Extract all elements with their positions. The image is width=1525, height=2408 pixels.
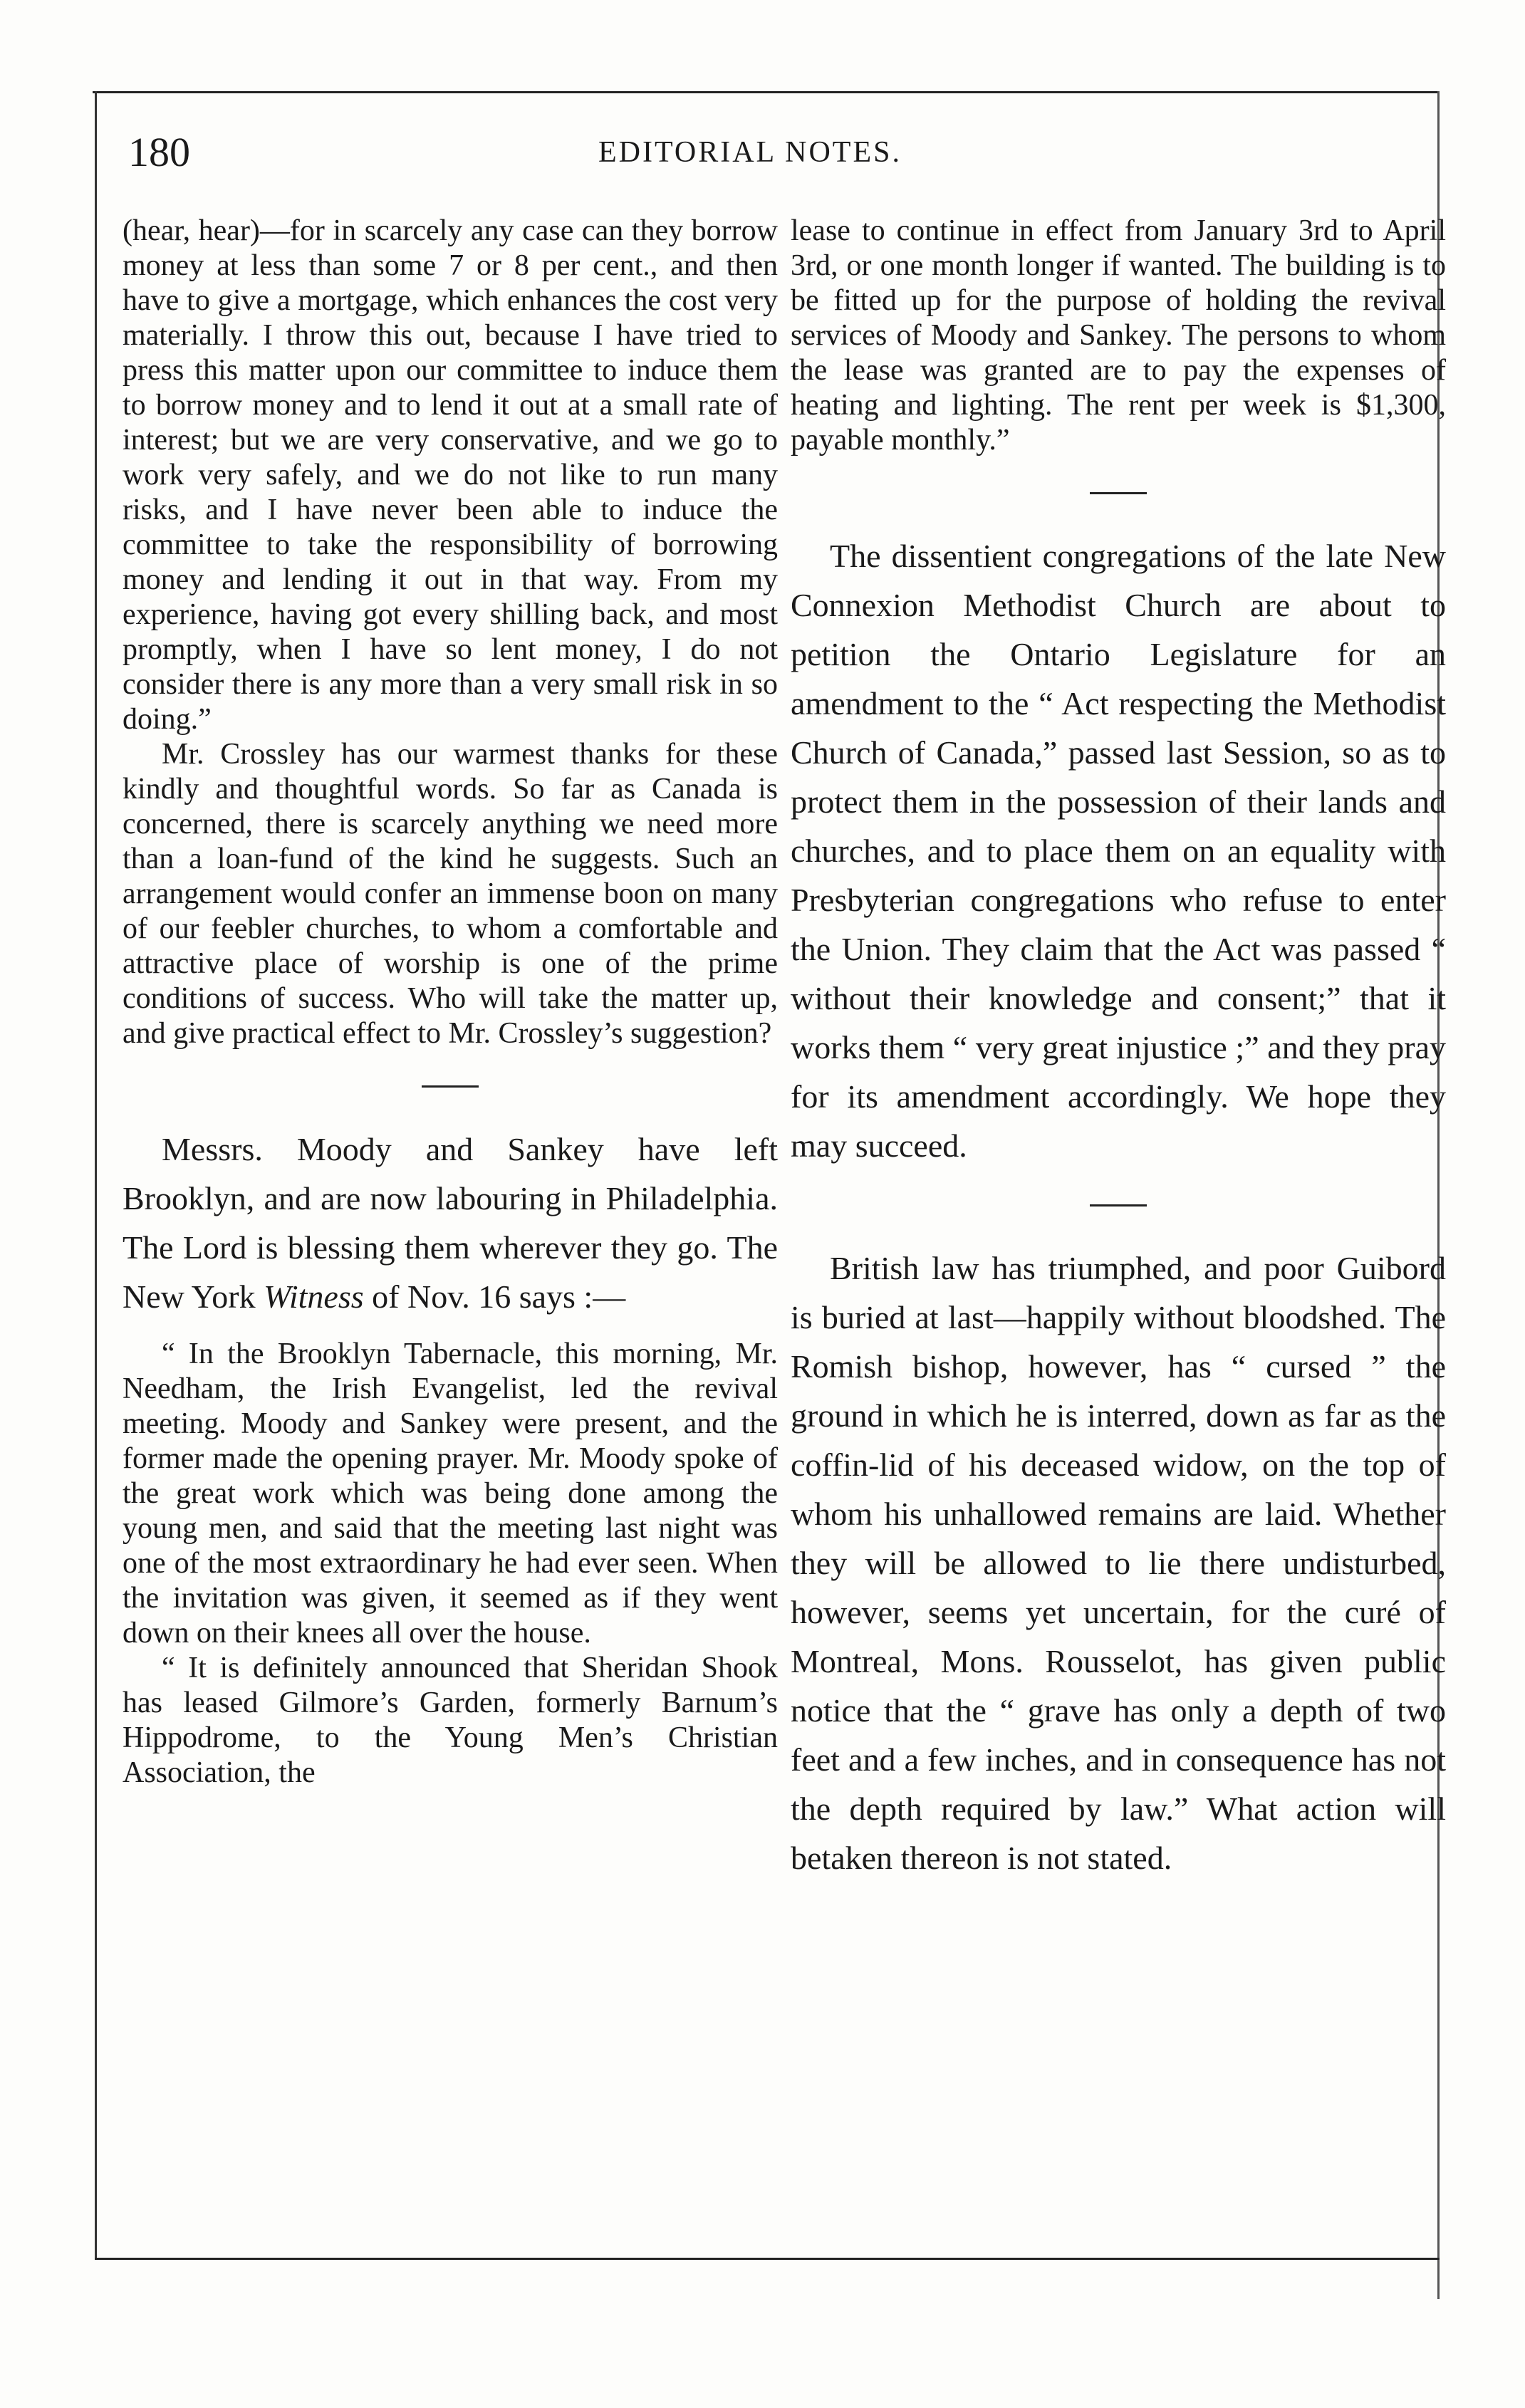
page-number: 180 (128, 129, 190, 175)
section-separator (1090, 492, 1147, 494)
running-title: EDITORIAL NOTES. (598, 136, 902, 169)
witness-quote-1: “ In the Brooklyn Tabernacle, this morning, Mr. Needham, the Irish Evangelist, led the revival meeting. Moody and Sankey were present, and the former made the opening prayer. Mr. Moody spoke of the great work which was being done among the young men, and said that the meeting last night was one of the most extraordinary he had ever seen. When the invitation was given, it seemed as if they went down on their knees all over the house. (123, 1338, 778, 1649)
section-separator (1090, 1204, 1147, 1206)
top-rule (93, 91, 1439, 93)
lease-quote-end: lease to continue in effect from January 3rd to April 3rd, or one month longer if wanted. The building is to be fitted up for the purpose of holding the revival services of Moody and Sankey. The persons to whom the lease was granted are to pay the expenses of heating and lighting. The rent per week is $1,300, payable monthly.” (791, 214, 1446, 457)
left-rule (95, 91, 97, 2260)
witness-quote-2: “ It is definitely announced that Sheridan Shook has leased Gilmore’s Garden, formerly Barnum’s Hippodrome, to the Young Men’s Christian Association, the (123, 1652, 778, 1789)
moody-sankey-intro: Messrs. Moody and Sankey have left Brooklyn, and are now labouring in Philadelphia. The Lord is blessing them wherever they go. The New York Witness of Nov. 16 says :— (123, 1131, 778, 1315)
guibord-burial: British law has triumphed, and poor Guibord is buried at last—happily without bloodshed. The Romish bishop, however, has “ cursed ” the ground in which he is interred, down as far as the coffin-lid of his deceased widow, on the top of whom his unhallowed remains are laid. Whether they will be allowed to lie there undisturbed, however, seems yet uncertain, for the curé of Montreal, Mons. Rousselot, has given public notice that the “ grave has only a depth of two feet and a few inches, and in consequence has not the depth required by law.” What action will betaken thereon is not stated. (791, 1250, 1446, 1876)
crossley-commentary: Mr. Crossley has our warmest thanks for these kindly and thoughtful words. So far as Canada is concerned, there is scarcely anything we need more than a loan-fund of the kind he suggests. Such an arrangement would confer an immense boon on many of our feebler churches, to whom a comfortable and attractive place of worship is one of the prime conditions of success. Who will take the matter up, and give practical effect to Mr. Crossley’s suggestion? (123, 738, 778, 1050)
crossley-quote-end: (hear, hear)—for in scarcely any case can they borrow money at less than some 7 or 8 per cent., and then have to give a mortgage, which enhances the cost very materially. I throw this out, because I have tried to press this matter upon our committee to induce them to borrow money and to lend it out at a small rate of interest; but we are very conservative, and we go to work very safely, and we do not like to run many risks, and I have never been able to induce the committee to take the responsibility of borrowing money and lending it out in that way. From my experience, having got every shilling back, and most promptly, when I have so lent money, I do not consider there is any more than a very small risk in so doing.” (123, 214, 778, 736)
left-column (123, 214, 778, 1791)
bottom-rule (95, 2258, 1440, 2260)
witness-title: Witness (264, 1278, 364, 1315)
dissentient-congregations: The dissentient congregations of the late New Connexion Methodist Church are about to petition the Ontario Legislature for an amendment to the “ Act respecting the Methodist Church of Canada,” passed last Session, so as to protect them in the possession of their lands and churches, and to place them on an equality with Presbyterian congregations who refuse to enter the Union. They claim that the Act was passed “ without their knowledge and consent;” that it works them “ very great injustice ;” and they pray for its amendment accordingly. We hope they may succeed. (791, 538, 1446, 1164)
section-separator (422, 1085, 479, 1088)
right-column (791, 214, 1446, 1882)
